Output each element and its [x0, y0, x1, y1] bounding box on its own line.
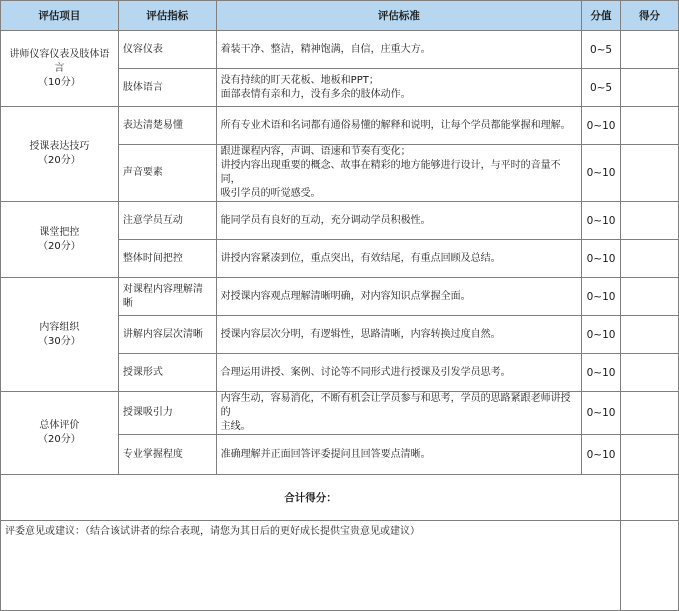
score-cell: 0~10 [582, 354, 621, 392]
table-row [1, 278, 679, 316]
points-input-cell[interactable] [621, 69, 679, 107]
indicator-cell: 专业掌握程度 [118, 435, 216, 475]
indicator-cell: 注意学员互动 [118, 202, 216, 240]
points-input-cell[interactable] [621, 392, 679, 435]
points-input-cell[interactable] [621, 316, 679, 354]
indicator-cell: 表达清楚易懂 [118, 107, 216, 145]
category-cell [1, 107, 119, 202]
category-name: 课堂把控 [39, 226, 80, 238]
header-points: 得分 [621, 1, 679, 31]
category-name: 内容组织 [39, 321, 80, 333]
standard-cell [216, 435, 581, 475]
category-cell [1, 392, 119, 475]
indicator-cell: 讲解内容层次清晰 [118, 316, 216, 354]
category-cell [1, 31, 119, 107]
category-weight: （30分） [38, 335, 81, 347]
indicator-cell: 对课程内容理解清晰 [118, 278, 216, 316]
standard-line: 所有专业术语和名词都有通俗易懂的解释和说明，让每个学员都能掌握和理解。 [220, 119, 571, 131]
table-row [1, 202, 679, 240]
standard-line: 准确理解并正面回答评委提问且回答要点清晰。 [220, 448, 431, 460]
category-weight: （20分） [38, 434, 81, 445]
indicator-cell: 仪容仪表 [118, 31, 216, 69]
total-label: 合计得分： [1, 475, 621, 521]
standard-line: 面部表情有亲和力，没有多余的肢体动作。 [220, 88, 411, 100]
standard-line: 合理运用讲授、案例、讨论等不同形式进行授课及引发学员思考。 [220, 366, 511, 378]
score-cell: 0~5 [582, 31, 621, 69]
standard-line: 没有持续的盯天花板、地板和PPT； [220, 74, 379, 86]
standard-line: 内容生动，容易消化，不断有机会让学员参与和思考，学员的思路紧跟老师讲授的 [220, 393, 571, 418]
standard-line: 主线。 [220, 421, 251, 432]
indicator-cell: 授课形式 [118, 354, 216, 392]
score-cell: 0~10 [582, 107, 621, 145]
standard-cell [216, 69, 581, 107]
standard-cell [216, 354, 581, 392]
points-input-cell[interactable] [621, 278, 679, 316]
indicator-cell: 肢体语言 [118, 69, 216, 107]
points-input-cell[interactable] [621, 240, 679, 278]
score-cell: 0~10 [582, 278, 621, 316]
standard-cell [216, 202, 581, 240]
category-weight: （20分） [38, 240, 81, 252]
score-cell: 0~5 [582, 69, 621, 107]
table-row [1, 31, 679, 69]
category-cell [1, 202, 119, 278]
standard-line: 对授课内容观点理解清晰明确，对内容知识点掌握全面。 [220, 290, 471, 302]
category-name: 总体评价 [39, 420, 80, 431]
header-row [1, 1, 679, 31]
comment-side-cell [621, 521, 679, 611]
indicator-cell: 声音要素 [118, 145, 216, 202]
total-row [1, 475, 679, 521]
standard-line: 着装干净、整洁，精神饱满，自信，庄重大方。 [220, 43, 431, 55]
standard-cell [216, 278, 581, 316]
points-input-cell[interactable] [621, 354, 679, 392]
category-name: 授课表达技巧 [29, 141, 90, 152]
points-input-cell[interactable] [621, 202, 679, 240]
standard-cell [216, 392, 581, 435]
points-input-cell[interactable] [621, 107, 679, 145]
score-cell: 0~10 [582, 435, 621, 475]
standard-cell [216, 145, 581, 202]
standard-line: 讲授内容紧凑到位，重点突出，有效结尾，有重点回顾及总结。 [220, 252, 501, 264]
category-weight: （10分） [38, 76, 81, 88]
indicator-cell: 整体时间把控 [118, 240, 216, 278]
score-cell: 0~10 [582, 316, 621, 354]
score-cell: 0~10 [582, 145, 621, 202]
header-category: 评估项目 [1, 1, 119, 31]
standard-line: 能同学员有良好的互动，充分调动学员积极性。 [220, 214, 431, 226]
comment-row [1, 521, 679, 611]
total-points-cell[interactable] [621, 475, 679, 521]
header-indicator: 评估指标 [118, 1, 216, 31]
standard-cell [216, 316, 581, 354]
standard-line: 讲授内容出现重要的概念、故事在精彩的地方能够进行设计，与平时的音量不同， [220, 160, 561, 185]
points-input-cell[interactable] [621, 435, 679, 475]
comment-label: 评委意见或建议：（结合该试讲者的综合表现，请您为其日后的更好成长提供宝贵意见或建议） [5, 526, 420, 537]
indicator-cell: 授课吸引力 [118, 392, 216, 435]
standard-line: 跟进课程内容，声调、语速和节奏有变化； [220, 146, 411, 157]
standard-cell [216, 31, 581, 69]
score-cell: 0~10 [582, 392, 621, 435]
score-cell: 0~10 [582, 240, 621, 278]
score-cell: 0~10 [582, 202, 621, 240]
header-score: 分值 [582, 1, 621, 31]
standard-cell [216, 107, 581, 145]
table-row [1, 107, 679, 145]
points-input-cell[interactable] [621, 145, 679, 202]
standard-line: 吸引学员的听觉感受。 [220, 188, 321, 199]
standard-cell [216, 240, 581, 278]
category-weight: （20分） [38, 155, 81, 166]
points-input-cell[interactable] [621, 31, 679, 69]
comment-field[interactable] [1, 521, 621, 611]
category-name: 讲师仪容仪表及肢体语言 [9, 48, 110, 74]
category-cell [1, 278, 119, 392]
table-row [1, 392, 679, 435]
standard-line: 授课内容层次分明，有逻辑性，思路清晰，内容转换过度自然。 [220, 328, 501, 340]
header-standard: 评估标准 [216, 1, 581, 31]
